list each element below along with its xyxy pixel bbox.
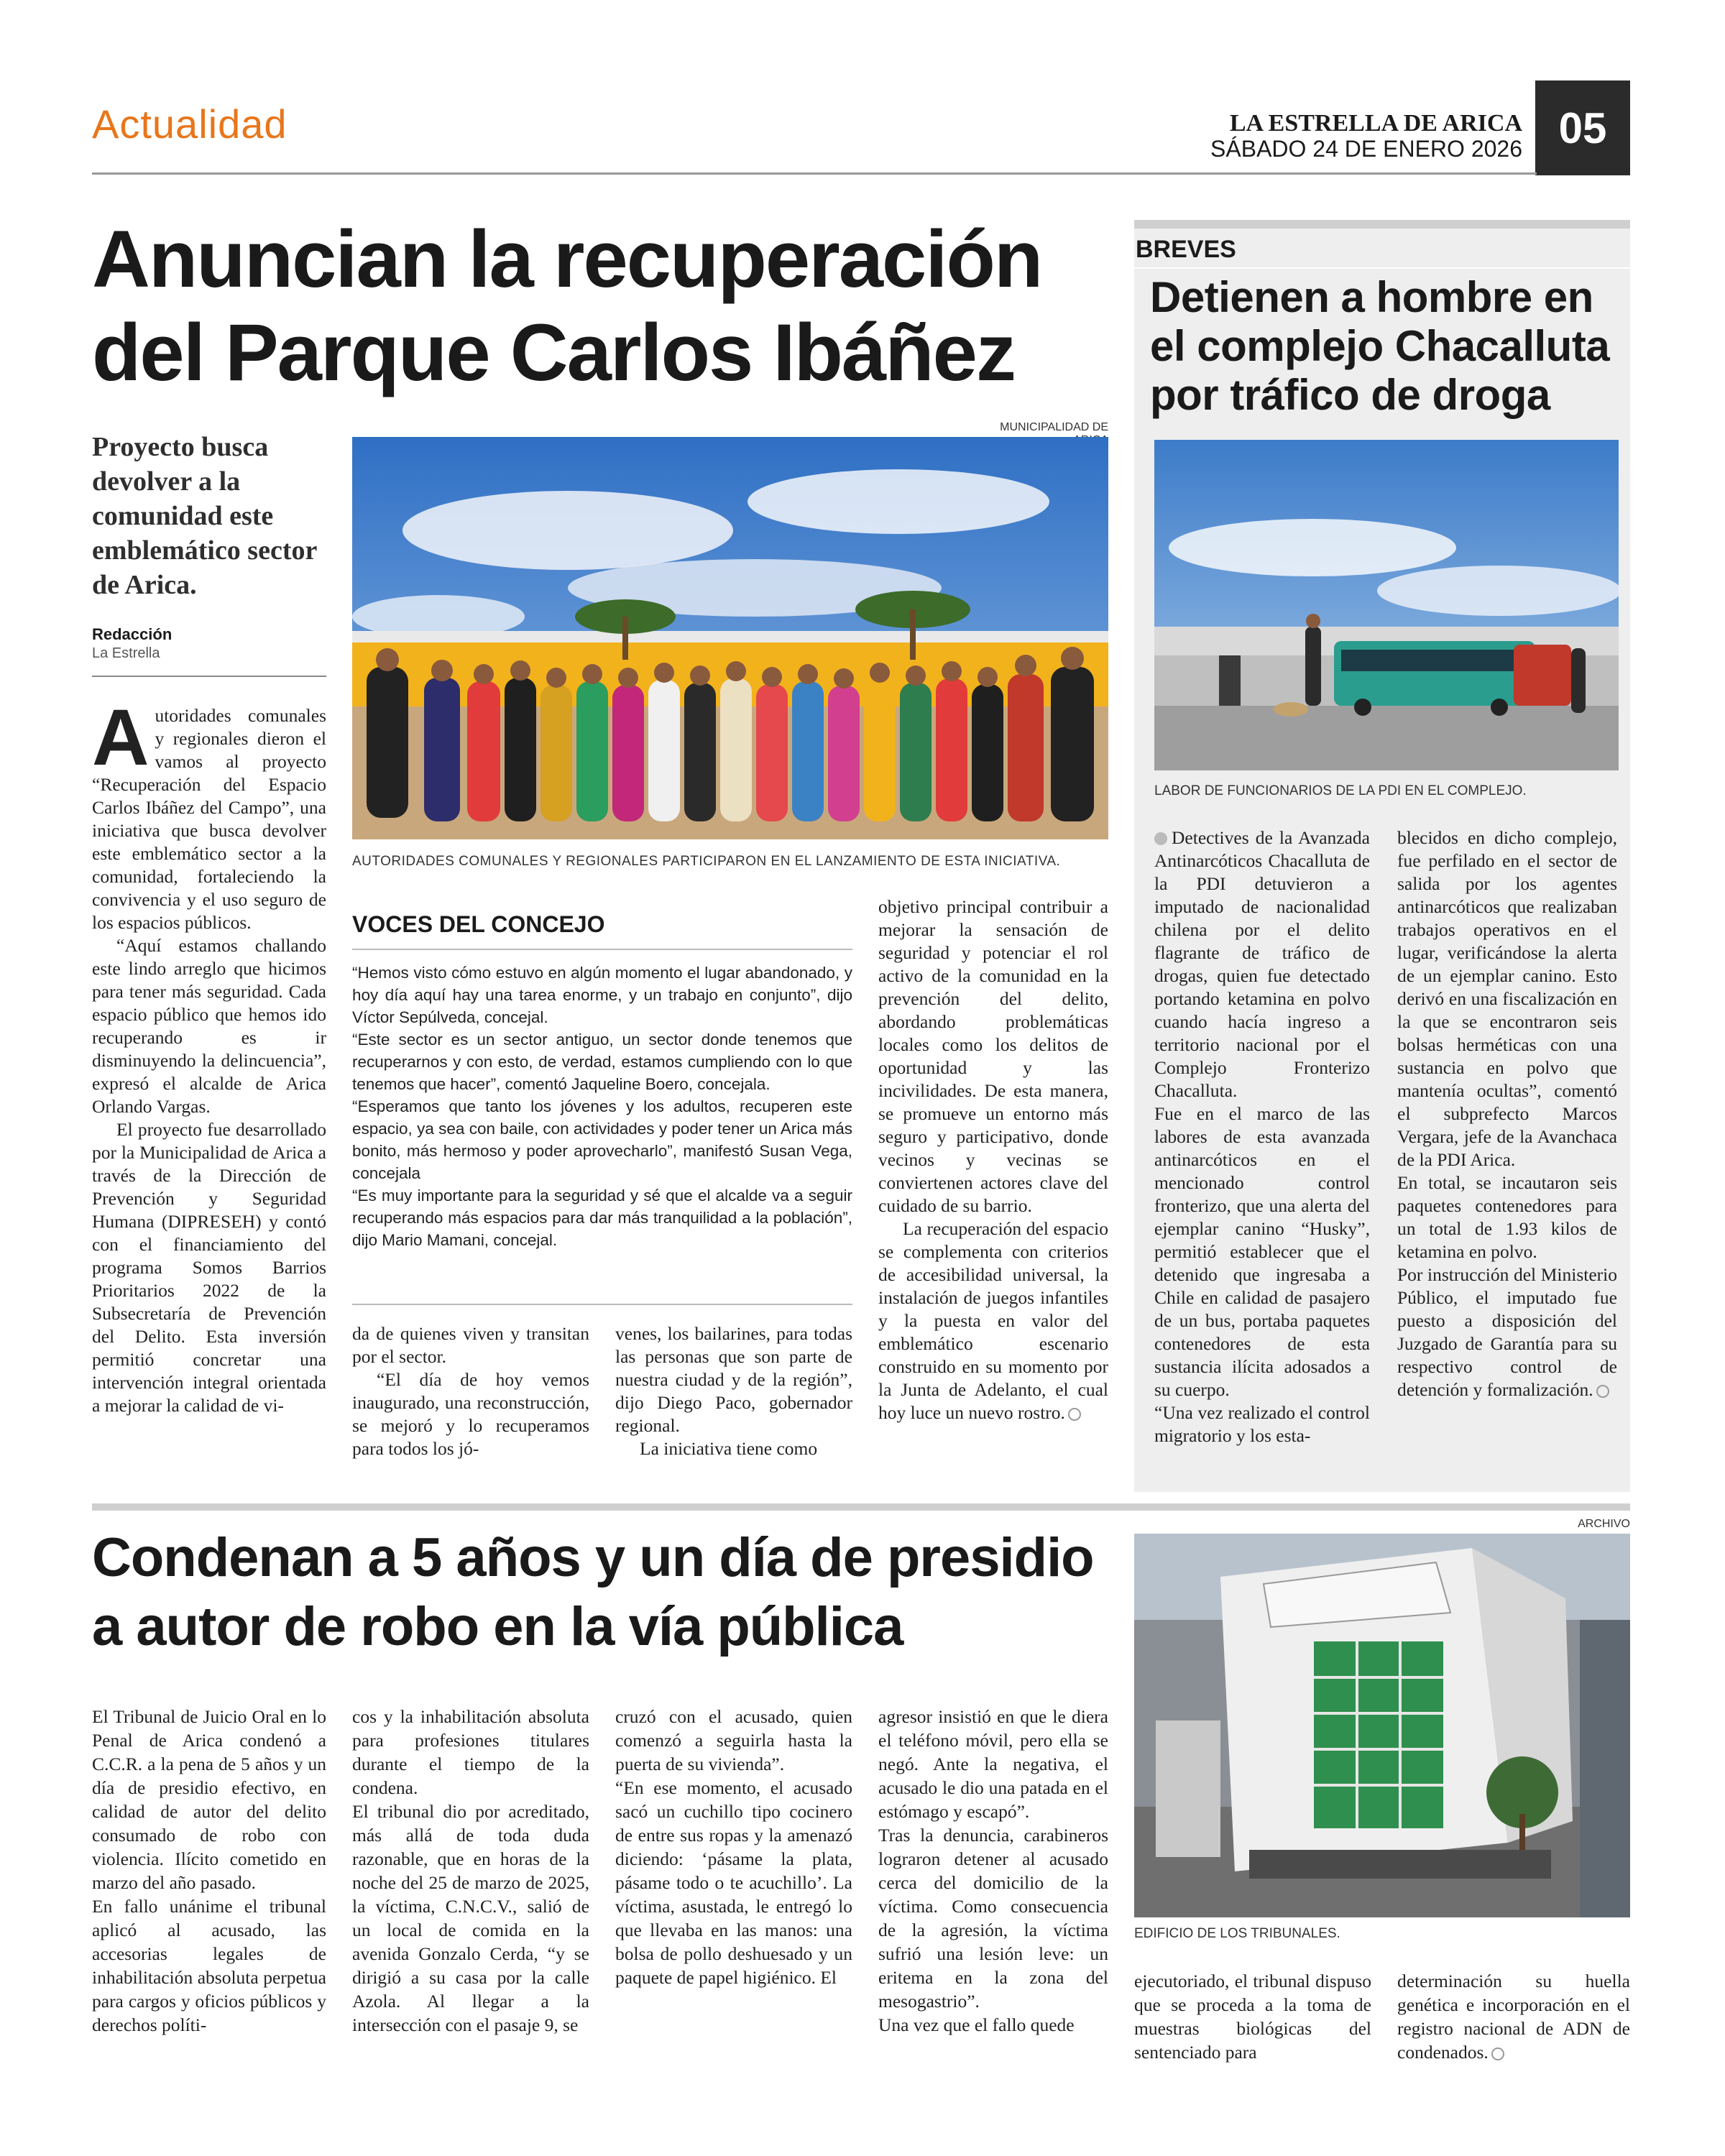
story1-paragraph: da de quienes viven y transitan por el sector. [352,1323,589,1367]
story1-paragraph: El proyecto fue desarrollado por la Municipalidad de Arica a través de la Dirección de Prevención y Seguridad Humana (DIPRESEH) y contó con el financiamiento del programa Somos Barrios Prioritarios 2022 de la Subsecretaría de Prevención del Delito. Esta inversión permitió concretar una intervención integral orientada a mejorar la calidad de vi- [92,1119,326,1416]
breves-label-rule [1134,267,1630,269]
story1-column-2 [352,1322,589,1460]
breves-label: BREVES [1136,236,1236,263]
main-deck: Proyecto busca devolver a la comunidad este emblemático sector de Arica. [92,432,317,600]
breves-column-1 [1154,826,1370,1447]
section-label: Actualidad [92,101,288,147]
voces-del-concejo-box [352,906,852,1305]
section-divider [92,1503,1630,1511]
story2-column-3 [615,1705,852,1989]
header-rule [92,172,1537,175]
voces-quote: “Es muy importante para la seguridad y sé que el alcalde va a seguir recuperando más espacios para dar más tranquilidad a la población”, dijo Mario Mamani, concejal. [352,1187,852,1249]
dropcap: A [92,694,150,782]
end-mark-icon [1491,2047,1504,2060]
end-mark-icon [1596,1385,1609,1398]
breves-paragraph: Fue en el marco de las labores de esta avanzada antinarcóticos en el mencionado control fronterizo, que una alerta del ejemplar canino “Husky”, permitió establecer que el detenido que ingresaba a Chile en calidad de pasajero de un bus, portaba paquetes contenedores de esta sustancia ilícita adosados a su cuerpo. [1154,1103,1370,1400]
story2-column-6 [1397,1969,1630,2064]
end-mark-icon [1068,1408,1081,1421]
breves-photo [1154,440,1619,770]
breves-top-rule [1134,220,1630,229]
story1-column-4 [878,895,1108,1424]
voces-bottom-rule [352,1304,852,1305]
story2-headline [92,1524,1141,1662]
story2-paragraph: Tras la denuncia, carabineros lograron detener al acusado cerca del domicilio de la víctima. Como consecuencia de la agresión, la víctima sufrió una lesión leve: un eritema en la zona del mesogastrio”. [878,1825,1108,2012]
breves-headline: Detienen a hombre en el complejo Chacalluta por tráfico de droga [1150,273,1610,419]
story1-paragraph: “Aquí estamos challando este lindo arreglo que hicimos para tener más seguridad. Cada espacio público que hemos ido recuperando es ir disminuyendo la delincuencia”, expresó el alcalde de Arica Orlando Vargas. [92,935,326,1117]
voces-quote: “Hemos visto cómo estuvo en algún momento el lugar abandonado, y hoy día aquí hay una tarea enorme, y un trabajo en conjunto”, dijo Víctor Sepúlveda, concejal. [352,964,852,1026]
story2-paragraph: En fallo unánime el tribunal aplicó al acusado, las accesorias legales de inhabilitación absoluta perpetua para cargos y oficios públicos y derechos políti- [92,1896,326,2035]
breves-paragraph: En total, se incautaron seis paquetes contenedores para un total de 1.93 kilos de ketamina en polvo. [1397,1172,1617,1262]
breves-photo-caption: LABOR DE FUNCIONARIOS DE LA PDI EN EL COMPLEJO. [1154,783,1527,798]
story1-paragraph [92,694,326,934]
publication-date: SÁBADO 24 DE ENERO 2026 [1210,136,1522,162]
story1-paragraph: “El día de hoy vemos inaugurado, una reconstrucción, se mejoró y lo recuperamos para todos los jó- [352,1369,589,1459]
voces-quote: “Este sector es un sector antiguo, un sector donde tenemos que recuperarnos y con esto, de verdad, estamos cumpliendo con lo que tenemos que hacer”, comentó Jaqueline Boero, concejala. [352,1031,852,1093]
byline-rule [92,676,326,677]
story2-photo-caption: EDIFICIO DE LOS TRIBUNALES. [1134,1926,1340,1941]
story2-headline-line1: Condenan a 5 años y un día de presidio [92,1527,1094,1588]
story2-headline-line2: a autor de robo en la vía pública [92,1596,903,1657]
bullet-icon [1154,832,1167,845]
voces-quotes [352,962,852,1251]
story2-column-5 [1134,1969,1371,2064]
story2-paragraph [1397,1969,1630,2064]
voces-rule [352,949,852,950]
main-photo-image [352,437,1108,839]
breves-paragraph: “Una vez realizado el control migratorio y los esta- [1154,1402,1370,1446]
story1-paragraph-text: La recuperación del espacio se complementa con criterios de accesibilidad universal, la instalación de juegos infantiles y la puesta en valor del emblemático escenario construido en su momento por la Junta de Adelanto, el cual hoy luce un nuevo rostro. [878,1218,1108,1423]
story2-paragraph: ejecutoriado, el tribunal dispuso que se proceda a la toma de muestras biológicas del sentenciado para [1134,1971,1371,2063]
story2-photo [1134,1534,1630,1917]
story2-paragraph: Una vez que el fallo quede [878,2014,1075,2035]
breves-photo-image [1154,440,1619,770]
story2-paragraph: El tribunal dio por acreditado, más allá de toda duda razonable, que en horas de la noche del 25 de marzo de 2025, la víctima, C.N.C.V., salió de un local de comida en la avenida Gonzalo Cerda, “y se dirigió a su casa por la calle Azola. Al llegar a la intersección con el pasaje 9, se [352,1801,589,2035]
story1-paragraph: objetivo principal contribuir a mejorar la sensación de seguridad y potenciar el rol activo de la comunidad en la prevención del delito, abordando problemáticas locales como los delitos de oportunidad y las incivilidades. De esta manera, se promueve un entorno más seguro y participativo, donde vecinos y vecinas se conviertenen actores clave del cuidado de su barrio. [878,896,1108,1216]
story1-column-1 [92,694,326,1417]
story2-paragraph: El Tribunal de Juicio Oral en lo Penal de Arica condenó a C.C.R. a la pena de 5 años y un día de presidio efectivo, en calidad de autor del delito consumado de robo con violencia. Ilícito cometido en marzo del año pasado. [92,1706,326,1893]
main-photo-credit: MUNICIPALIDAD DE [1000,421,1108,433]
main-headline-line2: del Parque Carlos Ibáñez [92,308,1015,397]
story2-paragraph-text: determinación su huella genética e incorporación en el registro nacional de ADN de condenados. [1397,1971,1630,2063]
story2-photo-credit: ARCHIVO [1578,1518,1630,1530]
story2-paragraph: “En ese momento, el acusado sacó un cuchillo tipo cocinero de entre sus ropas y la amenazó diciendo: ‘pásame la plata, pásame todo o te acuchillo’. La víctima, asustada, le entregó lo que llevaba en las manos: una bolsa de pollo deshuesado y un paquete de papel higiénico. El [615,1777,852,1988]
breves-paragraph [1397,1263,1617,1401]
voces-title: VOCES DEL CONCEJO [352,911,605,937]
main-photo [352,437,1108,839]
breves-paragraph [1154,826,1370,1102]
story2-paragraph: cruzó con el acusado, quien comenzó a seguirla hasta la puerta de su vivienda”. [615,1706,852,1774]
story2-paragraph: agresor insistió en que le diera el teléfono móvil, pero ella se negó. Ante la negativa, el acusado le dio una patada en el estómago y escapó”. [878,1706,1108,1822]
publication-name: LA ESTRELLA DE ARICA [1229,110,1522,137]
byline-org: La Estrella [92,645,160,661]
breves-paragraph: blecidos en dicho complejo, fue perfilado en el sector de salida por los agentes antinarcóticos que realizaban trabajos operativos en el lugar, verificándose la alerta de un ejemplar canino. Esto derivó en una fiscalización en la que se encontraron seis bolsas herméticas con una sustancia en polvo que mantenía ocultas”, comentó el subprefecto Marcos Vergara, jefe de la Avanchaca de la PDI Arica. [1397,827,1617,1170]
main-headline-line1: Anuncian la recuperación [92,214,1042,304]
story1-paragraph [878,1217,1108,1424]
story1-column-3 [615,1322,852,1460]
story1-paragraph: La iniciativa tiene como [640,1438,818,1459]
breves-paragraph-text: Detectives de la Avanzada Antinarcóticos Chacalluta de la PDI detuvieron a imputado de nacionalidad chilena por el delito flagrante de tráfico de drogas, quien fue detectado portando ketamina en polvo cuando hacía ingreso a territorio nacional por el Complejo Fronterizo Chacalluta. [1154,827,1370,1101]
page-number: 05 [1535,80,1630,175]
story2-column-4 [878,1705,1108,2037]
story2-photo-image [1134,1534,1630,1917]
main-headline [92,213,1141,400]
story1-paragraph-text: utoridades comunales y regionales dieron el vamos al proyecto “Recuperación del Espacio Carlos Ibáñez del Campo”, una iniciativa que busca devolver este emblemático sector a la comunidad, fortaleciendo la convivencia y el uso seguro de los espacios públicos. [92,705,326,933]
main-photo-caption: AUTORIDADES COMUNALES Y REGIONALES PARTICIPARON EN EL LANZAMIENTO DE ESTA INICIATIVA. [352,854,1061,869]
story2-paragraph: cos y la inhabilitación absoluta para profesiones titulares durante el tiempo de la condena. [352,1706,589,1798]
voces-quote: “Esperamos que tanto los jóvenes y los adultos, recuperen este espacio, ya sea con baile, con actividades y poder tener un Arica más bonito, más hermoso y poder aprovecharlo”, manifestó Susan Vega, concejala [352,1097,852,1182]
byline-name: Redacción [92,625,172,643]
breves-column-2 [1397,826,1617,1401]
story2-column-1 [92,1705,326,2037]
story1-paragraph: venes, los bailarines, para todas las personas que son parte de nuestra ciudad y de la región”, dijo Diego Paco, gobernador regional. [615,1323,852,1436]
story2-column-2 [352,1705,589,2037]
breves-paragraph-text: Por instrucción del Ministerio Público, el imputado fue puesto a disposición del Juzgado de Garantía para su respectivo control de detención y formalización. [1397,1264,1617,1400]
